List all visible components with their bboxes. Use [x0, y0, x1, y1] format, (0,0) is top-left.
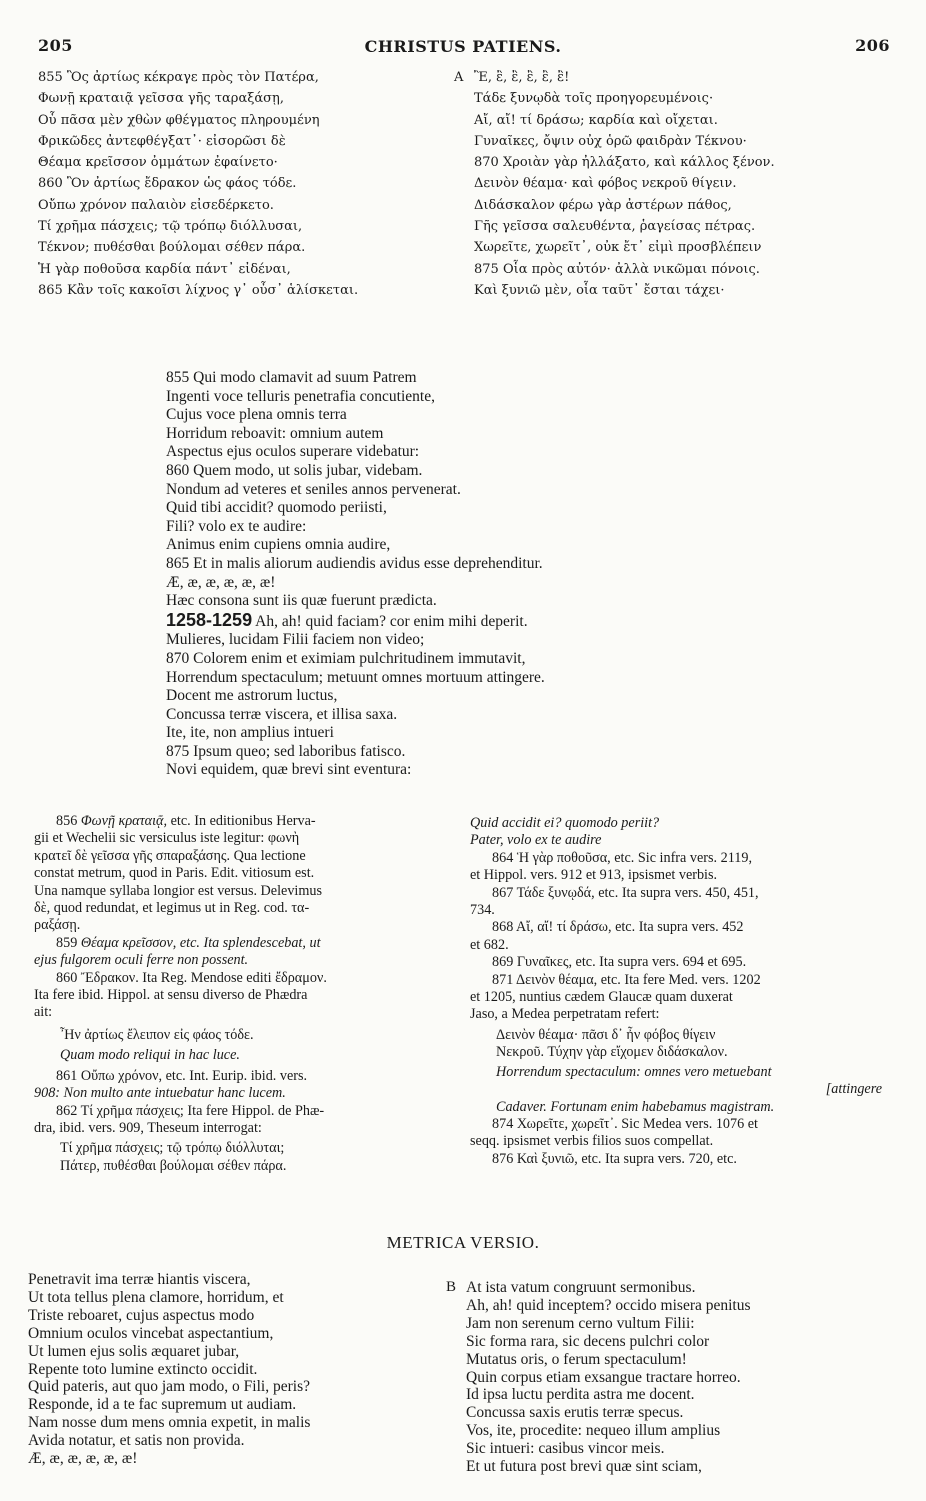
- note-line: 908: Non multo ante intuebatur hanc lucem.: [34, 1085, 286, 1102]
- greek-line-text: Ἒ, ἒ, ἒ, ἒ, ἒ, ἒ!: [474, 70, 570, 85]
- greek-line: Καὶ ξυνιῶ μὲν, οἷα ταῦτ᾽ ἔσται τάχει·: [474, 282, 725, 298]
- greek-line: 870 Χροιὰν γὰρ ἠλλάξατο, καὶ κάλλος ξένον.: [474, 155, 775, 171]
- verse-line: Mutatus oris, o ferum spectaculum!: [466, 1350, 687, 1368]
- note-number: 859: [56, 934, 78, 951]
- greek-line: Οὗ πᾶσα μὲν χθὼν φθέγματος πληρουμένη: [38, 112, 320, 128]
- note-line: et Hippol. vers. 912 et 913, ipsismet verbis.: [470, 867, 718, 884]
- note-line: 734.: [470, 902, 495, 919]
- verse-line: Triste reboaret, cujus aspectus modo: [28, 1306, 255, 1324]
- verse-line: Et ut futura post brevi quæ sint sciam,: [466, 1458, 702, 1476]
- note-line: 874 Χωρεῖτε, χωρεῖτ᾽. Sic Medea vers. 1076 et: [492, 1115, 758, 1132]
- note-line: 869 Γυναῖκες, etc. Ita supra vers. 694 et 695.: [492, 954, 747, 971]
- latin-line: Æ, æ, æ, æ, æ, æ!: [166, 573, 276, 591]
- verse-line: Ah, ah! quid inceptem? occido misera penitus: [466, 1296, 751, 1314]
- metrical-version-left: [28, 1271, 438, 1468]
- verse-line: Omnium oculos vincebat aspectantium,: [28, 1324, 274, 1342]
- note-quote: Quam modo reliqui in hac luce.: [60, 1047, 240, 1064]
- note-line: Jaso, a Medea perpetratam refert:: [470, 1006, 660, 1023]
- note-quote: Horrendum spectaculum: omnes vero metuebant: [496, 1063, 772, 1080]
- latin-line: Quid tibi accidit? quomodo periisti,: [166, 499, 387, 517]
- verse-line: Repente toto lumine extincto occidit.: [28, 1360, 258, 1378]
- greek-line: Ἡ γὰρ ποθοῦσα καρδία πάντ᾽ εἰδέναι,: [38, 261, 291, 277]
- note-line: 876 Καὶ ξυνιῶ, etc. Ita supra vers. 720, etc.: [492, 1150, 737, 1167]
- note-line: κρατεῖ δὲ γεῖσσα γῆς σπαραξάσης. Qua lectione: [34, 847, 306, 864]
- latin-line: Cujus voce plena omnis terra: [166, 406, 347, 424]
- latin-line: Animus enim cupiens omnia audire,: [166, 536, 391, 554]
- greek-line: 860 Ὃν ἀρτίως ἔδρακον ὡς φάος τόδε.: [38, 176, 297, 192]
- verse-line: Ut lumen ejus solis æquaret jubar,: [28, 1342, 240, 1360]
- note-862: [34, 1103, 444, 1120]
- greek-line: Φωνῇ κραταιᾷ γεῖσσα γῆς ταραξάσῃ,: [38, 91, 284, 107]
- verse-line: At ista vatum congruunt sermonibus.: [466, 1279, 696, 1296]
- page-number-left: 205: [38, 36, 73, 55]
- latin-line: 860 Quem modo, ut solis jubar, videbam.: [166, 461, 423, 479]
- note-quote: Pater, volo ex te audire: [470, 832, 602, 849]
- greek-line: Γῆς γεῖσσα σαλευθέντα, ῥαγείσας πέτρας.: [474, 219, 756, 235]
- greek-line: Τί χρῆμα πάσχεις; τῷ τρόπῳ διόλλυσαι,: [38, 219, 303, 235]
- verse-line: Penetravit ima terræ hiantis viscera,: [28, 1271, 251, 1288]
- latin-line: Docent me astrorum luctus,: [166, 687, 338, 705]
- note-text: etc. In editionibus Herva-: [170, 813, 316, 829]
- note-quote: [attingere: [825, 1081, 882, 1098]
- verse-line: Responde, id a te fac supremum ut audiam.: [28, 1396, 297, 1414]
- latin-line: Hæc consona sunt iis quæ fuerunt prædicta.: [166, 592, 437, 610]
- margin-letter-a: A: [454, 70, 464, 85]
- note-861: [34, 1068, 444, 1085]
- note-line: 864 Ἡ γὰρ ποθοῦσα, etc. Sic infra vers. 2119,: [492, 849, 753, 866]
- greek-line: Τέκνον; πυθέσθαι βούλομαι σέθεν πάρα.: [38, 240, 306, 256]
- page-number-right: 206: [855, 36, 890, 55]
- note-quote: Cadaver. Fortunam enim habebamus magistram.: [496, 1098, 775, 1115]
- note-number: 861: [56, 1067, 78, 1084]
- note-line: seqq. ipsismet verbis filios suos compellat.: [470, 1133, 714, 1150]
- note-860: [34, 970, 444, 987]
- metrical-version-right: [446, 1279, 896, 1476]
- latin-line: Horridum reboavit: omnium autem: [166, 424, 384, 442]
- note-line: dra, ibid. vers. 909, Theseum interrogat:: [34, 1119, 262, 1136]
- latin-translation: [166, 369, 806, 780]
- note-859: [34, 935, 444, 952]
- note-quote: Πάτερ, πυθέσθαι βούλομαι σέθεν πάρα.: [60, 1157, 287, 1174]
- verse-line: Jam non serenum cerno vultum Filii:: [466, 1314, 695, 1332]
- verse-line: Quid pateris, aut quo jam modo, o Fili, peris?: [28, 1378, 310, 1396]
- greek-line: Δεινὸν θέαμα· καὶ φόβος νεκροῦ θίγειν.: [474, 176, 737, 192]
- note-text: Τί χρῆμα πάσχεις; Ita fere Hippol. de Phæ-: [80, 1102, 325, 1119]
- greek-line: [454, 67, 894, 88]
- latin-line: Fili? volo ex te audire:: [166, 517, 307, 535]
- note-line: ejus fulgorem oculi ferre non possent.: [34, 952, 249, 969]
- note-quote: Δεινὸν θέαμα· πᾶσι δ᾽ ἦν φόβος θίγειν: [496, 1026, 716, 1043]
- greek-line: Χωρεῖτε, χωρεῖτ᾽, οὐκ ἔτ᾽ εἰμὶ προσβλέπειν: [474, 240, 762, 256]
- greek-text-left: [38, 67, 438, 301]
- note-line: ait:: [34, 1004, 53, 1021]
- latin-line: Aspectus ejus oculos superare videbatur:: [166, 443, 420, 461]
- note-text: Οὔπω χρόνον, etc. Int. Eurip. ibid. vers.: [80, 1067, 308, 1084]
- verse-line: Quin corpus etiam exsangue tractare horreo.: [466, 1368, 741, 1386]
- greek-text-right: [454, 67, 894, 301]
- greek-line: Τάδε ξυνῳδὰ τοῖς προηγορευμένοις·: [474, 91, 714, 107]
- verse-line: Avida notatur, et satis non provida.: [28, 1432, 245, 1450]
- note-number: 862: [56, 1102, 78, 1119]
- running-title: CHRISTUS PATIENS.: [364, 37, 562, 56]
- verse-line: Sic forma rara, sic decens pulchri color: [466, 1332, 710, 1350]
- footnotes-left: [34, 813, 444, 1175]
- verse-line: Concussa saxis erutis terræ specus.: [466, 1404, 684, 1422]
- greek-line: Φρικῶδες ἀντεφθέγξατ᾽· εἰσορῶσι δὲ: [38, 133, 286, 149]
- verse-line: Æ, æ, æ, æ, æ, æ!: [28, 1450, 138, 1468]
- greek-line: Οὔπω χρόνον παλαιὸν εἰσεδέρκετο.: [38, 197, 274, 213]
- note-856: [34, 813, 444, 830]
- verse-line: Id ipsa luctu perdita astra me docent.: [466, 1386, 695, 1404]
- margin-letter-b: B: [446, 1279, 457, 1295]
- greek-line: Θέαμα κρεῖσσον ὀμμάτων ἐφαίνετο·: [38, 155, 278, 171]
- column-reference: 1258-1259: [166, 609, 253, 630]
- note-quote: Ἦν ἀρτίως ἔλειπον εἰς φάος τόδε.: [60, 1026, 254, 1043]
- greek-line: Γυναῖκες, ὄψιν οὐχ ὁρῶ φαιδρὰν Τέκνου·: [474, 133, 747, 149]
- note-line: Ita fere ibid. Hippol. at sensu diverso de Phædra: [34, 987, 308, 1004]
- verse-line: Nam nosse dum mens omnia expetit, in malis: [28, 1414, 311, 1432]
- latin-line: Ite, ite, non amplius intueri: [166, 724, 334, 742]
- greek-line: Αἴ, αἴ! τί δράσω; καρδία καὶ οἴχεται.: [474, 112, 718, 128]
- note-line: 867 Τάδε ξυνῳδά, etc. Ita supra vers. 450, 451,: [492, 884, 759, 901]
- latin-line: Ingenti voce telluris penetrafia concutiente,: [166, 387, 435, 405]
- note-text: Ἔδρακον. Ita Reg. Mendose editi ἔδραμον.: [80, 969, 327, 986]
- verse-line: Vos, ite, procedite: nequeo illum amplius: [466, 1422, 721, 1440]
- latin-line: Concussa terræ viscera, et illisa saxa.: [166, 705, 398, 723]
- note-number: 856: [56, 813, 78, 829]
- note-quote: Quid accidit ei? quomodo periit?: [470, 815, 660, 831]
- note-line: Una namque syllaba longior est versus. Delevimus: [34, 882, 323, 899]
- verse-line: Ut tota tellus plena clamore, horridum, et: [28, 1288, 284, 1306]
- latin-line: Horrendum spectaculum; metuunt omnes mortuum attingere.: [166, 668, 545, 686]
- greek-line: 865 Κἂν τοῖς κακοῖσι λίχνος γ᾽ οὖσ᾽ ἁλίσκεται.: [38, 282, 359, 298]
- verse-line: Sic intueri: casibus vincor meis.: [466, 1440, 665, 1458]
- latin-line: Novi equidem, quæ brevi sint eventura:: [166, 761, 412, 779]
- latin-line: 870 Colorem enim et eximiam pulchritudinem immutavit,: [166, 649, 526, 667]
- note-line: constat metrum, quod in Paris. Edit. vitiosum est.: [34, 865, 315, 882]
- note-lemma: Φωνῇ κραταιᾷ,: [80, 813, 168, 829]
- greek-line: 855 Ὃς ἀρτίως κέκραγε πρὸς τὸν Πατέρα,: [38, 70, 319, 85]
- latin-line: 865 Et in malis aliorum audiendis avidus esse deprehenditur.: [166, 554, 543, 572]
- note-line: gii et Wechelii sic versiculus iste legitur: φωνὴ: [34, 830, 300, 847]
- section-title: METRICA VERSIO.: [386, 1233, 540, 1252]
- note-quote: Νεκροῦ. Τύχην γὰρ εἴχομεν διδάσκαλον.: [496, 1044, 728, 1061]
- footnotes-right: [470, 815, 888, 1168]
- note-text: Θέαμα κρεῖσσον, etc. Ita splendescebat, ut: [80, 934, 321, 951]
- latin-line-with-ref: [166, 611, 806, 632]
- greek-line: 875 Οἷα πρὸς αὐτόν· ἀλλὰ νικῶμαι πόνοις.: [474, 261, 760, 277]
- note-line: 871 Δεινὸν θέαμα, etc. Ita fere Med. vers. 1202: [492, 971, 761, 988]
- note-line: δὲ, quod redundat, et legimus ut in Reg. cod. τα-: [34, 900, 310, 917]
- note-line: 868 Αἴ, αἴ! τί δράσω, etc. Ita supra vers. 452: [492, 919, 744, 936]
- greek-line: Διδάσκαλον φέρω γὰρ ἀστέρων πάθος,: [474, 197, 732, 213]
- latin-line-text: Ah, ah! quid faciam? cor enim mihi deperit.: [255, 612, 528, 630]
- note-line: et 1205, nuntius cædem Glaucæ quam duxerat: [470, 989, 733, 1006]
- latin-line: Mulieres, lucidam Filii faciem non video;: [166, 631, 425, 649]
- note-quote: Τί χρῆμα πάσχεις; τῷ τρόπῳ διόλλυται;: [60, 1140, 285, 1157]
- note-number: 860: [56, 969, 78, 986]
- latin-line: 855 Qui modo clamavit ad suum Patrem: [166, 369, 417, 386]
- note-line: ραξάσῃ.: [34, 917, 81, 934]
- latin-line: 875 Ipsum queo; sed laboribus fatisco.: [166, 742, 406, 760]
- note-line: et 682.: [470, 936, 509, 953]
- latin-line: Nondum ad veteres et seniles annos pervenerat.: [166, 480, 461, 498]
